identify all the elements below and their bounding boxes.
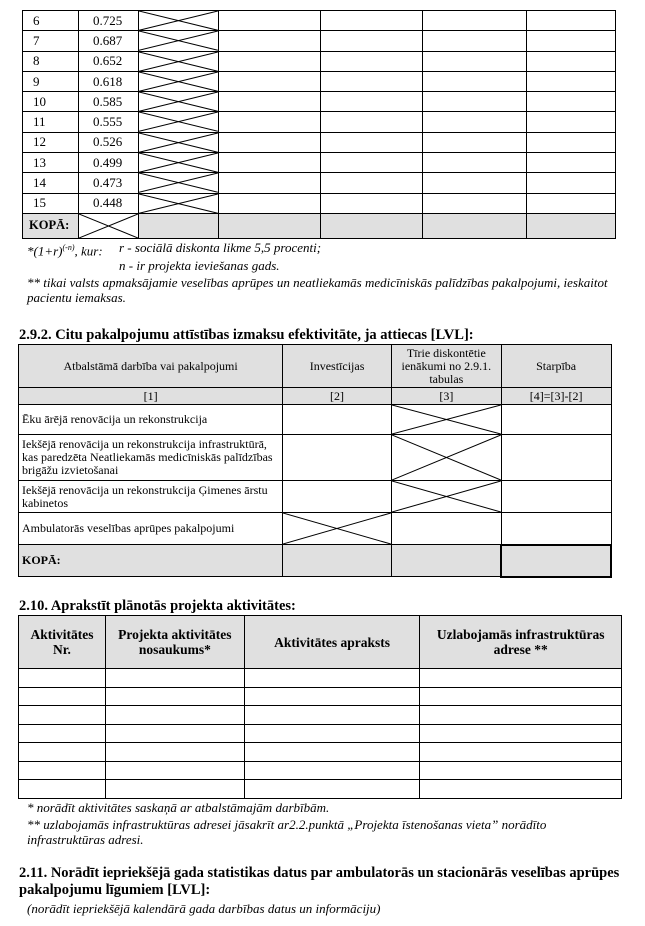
empty-cell xyxy=(218,11,320,31)
crossed-cell xyxy=(138,112,218,132)
empty-cell xyxy=(244,761,420,780)
empty-cell xyxy=(527,112,616,132)
total-row xyxy=(23,213,616,238)
empty-cell xyxy=(320,153,423,173)
table-row xyxy=(19,669,622,688)
empty-cell xyxy=(423,71,527,91)
empty-cell xyxy=(244,706,420,725)
crossed-cell xyxy=(283,513,392,545)
cross-out-icon xyxy=(139,173,218,192)
table-row xyxy=(23,112,616,132)
column-header: Starpība xyxy=(501,345,611,388)
empty-cell xyxy=(19,706,106,725)
column-header: Investīcijas xyxy=(283,345,392,388)
activities-table xyxy=(18,615,622,799)
total-row xyxy=(19,545,612,577)
crossed-cell xyxy=(391,405,501,435)
column-number: [3] xyxy=(391,388,501,405)
empty-cell xyxy=(420,706,622,725)
crossed-cell xyxy=(138,71,218,91)
column-header: Atbalstāmā darbība vai pakalpojumi xyxy=(19,345,283,388)
table-row xyxy=(19,435,612,481)
empty-cell xyxy=(320,92,423,112)
empty-cell xyxy=(423,153,527,173)
empty-cell xyxy=(218,213,320,238)
factor-cell: 0.448 xyxy=(78,193,138,213)
cross-out-icon xyxy=(139,194,218,213)
empty-cell xyxy=(218,31,320,51)
empty-cell xyxy=(423,11,527,31)
empty-cell xyxy=(320,213,423,238)
empty-cell xyxy=(423,51,527,71)
empty-cell xyxy=(420,743,622,762)
empty-cell xyxy=(320,31,423,51)
empty-cell xyxy=(527,11,616,31)
year-cell: 9 xyxy=(23,71,79,91)
empty-cell xyxy=(420,687,622,706)
section-210-heading: 2.10. Aprakstīt plānotās projekta aktivitātes: xyxy=(19,598,296,614)
empty-cell xyxy=(105,761,244,780)
cross-out-icon xyxy=(139,153,218,172)
table-row xyxy=(19,481,612,513)
header-row xyxy=(19,616,622,669)
crossed-cell xyxy=(391,481,501,513)
column-header: Tīrie diskontētie ienākumi no 2.9.1. tabulas xyxy=(391,345,501,388)
cross-out-icon xyxy=(392,481,501,512)
year-cell: 15 xyxy=(23,193,79,213)
cross-out-icon xyxy=(79,214,138,238)
empty-cell xyxy=(527,31,616,51)
empty-cell xyxy=(423,193,527,213)
crossed-cell xyxy=(391,435,501,481)
table-row xyxy=(23,132,616,152)
empty-cell xyxy=(283,481,392,513)
table-row xyxy=(19,743,622,762)
column-number: [2] xyxy=(283,388,392,405)
factor-cell: 0.725 xyxy=(78,11,138,31)
cross-out-icon xyxy=(392,405,501,434)
empty-cell xyxy=(218,193,320,213)
column-number-row xyxy=(19,388,612,405)
cross-out-icon xyxy=(139,52,218,71)
footnote-services: ** tikai valsts apmaksājamie veselības aprūpes un neatliekamās medicīniskās palīdzības pakalpojumi, ieskaitot pacientu iemaksas. xyxy=(27,275,608,305)
table-row xyxy=(19,687,622,706)
empty-cell xyxy=(19,724,106,743)
table-row xyxy=(19,405,612,435)
empty-cell xyxy=(527,92,616,112)
year-cell: 12 xyxy=(23,132,79,152)
activities-note-1: * norādīt aktivitātes saskaņā ar atbalstāmajām darbībām. xyxy=(27,800,330,815)
factor-cell: 0.555 xyxy=(78,112,138,132)
empty-cell xyxy=(391,513,501,545)
activity-label: Ambulatorās veselības aprūpes pakalpojumi xyxy=(19,513,283,545)
empty-cell xyxy=(138,213,218,238)
empty-cell xyxy=(320,173,423,193)
crossed-cell xyxy=(138,92,218,112)
section-211-heading: 2.11. Norādīt iepriekšējā gada statistikas datus par ambulatorās un stacionārās veselības aprūpes pakalpojumu līgumiem [LVL]: xyxy=(19,865,620,898)
empty-cell xyxy=(527,153,616,173)
empty-cell xyxy=(320,112,423,132)
table-row xyxy=(23,31,616,51)
crossed-cell xyxy=(138,173,218,193)
factor-cell: 0.652 xyxy=(78,51,138,71)
factor-cell: 0.526 xyxy=(78,132,138,152)
empty-cell xyxy=(283,435,392,481)
crossed-cell xyxy=(138,153,218,173)
empty-cell xyxy=(105,687,244,706)
cross-out-icon xyxy=(139,31,218,50)
empty-cell xyxy=(420,724,622,743)
empty-cell xyxy=(19,761,106,780)
empty-cell xyxy=(420,780,622,799)
table-row xyxy=(23,92,616,112)
empty-cell xyxy=(105,724,244,743)
table-row xyxy=(23,153,616,173)
activity-label: Iekšējā renovācija un rekonstrukcija Ģimenes ārstu kabinetos xyxy=(19,481,283,513)
cross-out-icon xyxy=(139,72,218,91)
empty-cell xyxy=(244,743,420,762)
cross-out-icon xyxy=(139,112,218,131)
empty-cell xyxy=(19,780,106,799)
formula-note: $*(1+r)^{(-n)}$, kur: r - sociālā diskonta likme 5,5 procenti; xyxy=(27,240,322,259)
crossed-cell xyxy=(138,31,218,51)
cross-out-icon xyxy=(392,435,501,480)
empty-cell xyxy=(105,706,244,725)
crossed-cell xyxy=(138,193,218,213)
empty-cell xyxy=(320,51,423,71)
cross-out-icon xyxy=(139,133,218,152)
cross-out-icon xyxy=(139,11,218,30)
empty-cell xyxy=(501,405,611,435)
empty-cell xyxy=(391,545,501,577)
table-row xyxy=(19,761,622,780)
empty-cell xyxy=(420,761,622,780)
column-header: Uzlabojamās infrastruktūras adrese ** xyxy=(420,616,622,669)
empty-cell xyxy=(283,545,392,577)
empty-cell xyxy=(218,153,320,173)
factor-cell: 0.687 xyxy=(78,31,138,51)
empty-cell xyxy=(423,173,527,193)
empty-cell xyxy=(105,669,244,688)
table-row xyxy=(23,51,616,71)
factor-cell: 0.473 xyxy=(78,173,138,193)
empty-cell xyxy=(320,193,423,213)
crossed-cell xyxy=(138,11,218,31)
section-211-subnote: (norādīt iepriekšējā kalendārā gada darbības datus un informāciju) xyxy=(27,901,381,916)
year-cell: 11 xyxy=(23,112,79,132)
empty-cell xyxy=(423,31,527,51)
column-number: [4]=[3]-[2] xyxy=(501,388,611,405)
table-row xyxy=(19,513,612,545)
empty-cell xyxy=(320,71,423,91)
year-cell: 13 xyxy=(23,153,79,173)
table-row xyxy=(19,724,622,743)
empty-cell xyxy=(423,92,527,112)
cross-out-icon xyxy=(283,513,391,544)
column-number: [1] xyxy=(19,388,283,405)
factor-cell: 0.585 xyxy=(78,92,138,112)
table-row xyxy=(23,173,616,193)
total-label: KOPĀ: xyxy=(19,545,283,577)
column-header: Projekta aktivitātes nosaukums* xyxy=(105,616,244,669)
empty-cell xyxy=(105,780,244,799)
empty-cell xyxy=(501,481,611,513)
year-cell: 8 xyxy=(23,51,79,71)
factor-cell: 0.618 xyxy=(78,71,138,91)
year-cell: 7 xyxy=(23,31,79,51)
header-row xyxy=(19,345,612,388)
n-description: n - ir projekta ieviešanas gads. xyxy=(119,258,280,273)
empty-cell xyxy=(218,132,320,152)
factor-cell: 0.499 xyxy=(78,153,138,173)
crossed-cell xyxy=(78,213,138,238)
table-row xyxy=(23,193,616,213)
empty-cell xyxy=(501,435,611,481)
year-cell: 10 xyxy=(23,92,79,112)
table-row xyxy=(23,11,616,31)
total-label: KOPĀ: xyxy=(23,213,79,238)
activity-label: Ēku ārējā renovācija un rekonstrukcija xyxy=(19,405,283,435)
column-header: Aktivitātes Nr. xyxy=(19,616,106,669)
empty-cell xyxy=(19,669,106,688)
empty-cell xyxy=(244,669,420,688)
empty-cell xyxy=(501,513,611,545)
empty-cell xyxy=(320,11,423,31)
empty-cell xyxy=(218,51,320,71)
empty-cell xyxy=(527,213,616,238)
crossed-cell xyxy=(138,51,218,71)
empty-cell xyxy=(19,743,106,762)
cost-effectiveness-table xyxy=(18,344,612,578)
empty-cell xyxy=(527,132,616,152)
empty-cell xyxy=(423,132,527,152)
empty-cell xyxy=(423,213,527,238)
empty-cell xyxy=(244,780,420,799)
empty-cell xyxy=(527,51,616,71)
empty-cell xyxy=(420,669,622,688)
empty-cell xyxy=(105,743,244,762)
empty-cell xyxy=(218,71,320,91)
empty-cell xyxy=(218,92,320,112)
empty-cell xyxy=(423,112,527,132)
activity-label: Iekšējā renovācija un rekonstrukcija infrastruktūrā, kas paredzēta Neatliekamās medicīniskās palīdzības brigāžu izvietošanai xyxy=(19,435,283,481)
table-row xyxy=(19,706,622,725)
cross-out-icon xyxy=(139,92,218,111)
table-row xyxy=(19,780,622,799)
table-row xyxy=(23,71,616,91)
activities-note-2: ** uzlabojamās infrastruktūras adresei jāsakrīt ar2.2.punktā „Projekta īstenošanas vieta” norādīto infrastruktūras adresi. xyxy=(27,817,547,847)
empty-cell xyxy=(218,112,320,132)
empty-cell xyxy=(283,405,392,435)
total-difference-cell xyxy=(501,545,611,577)
empty-cell xyxy=(527,71,616,91)
section-292-heading: 2.9.2. Citu pakalpojumu attīstības izmaksu efektivitāte, ja attiecas [LVL]: xyxy=(19,327,474,343)
empty-cell xyxy=(19,687,106,706)
empty-cell xyxy=(218,173,320,193)
empty-cell xyxy=(320,132,423,152)
discount-factor-table xyxy=(22,10,616,239)
empty-cell xyxy=(244,687,420,706)
year-cell: 14 xyxy=(23,173,79,193)
year-cell: 6 xyxy=(23,11,79,31)
empty-cell xyxy=(527,193,616,213)
empty-cell xyxy=(527,173,616,193)
column-header: Aktivitātes apraksts xyxy=(244,616,420,669)
empty-cell xyxy=(244,724,420,743)
crossed-cell xyxy=(138,132,218,152)
